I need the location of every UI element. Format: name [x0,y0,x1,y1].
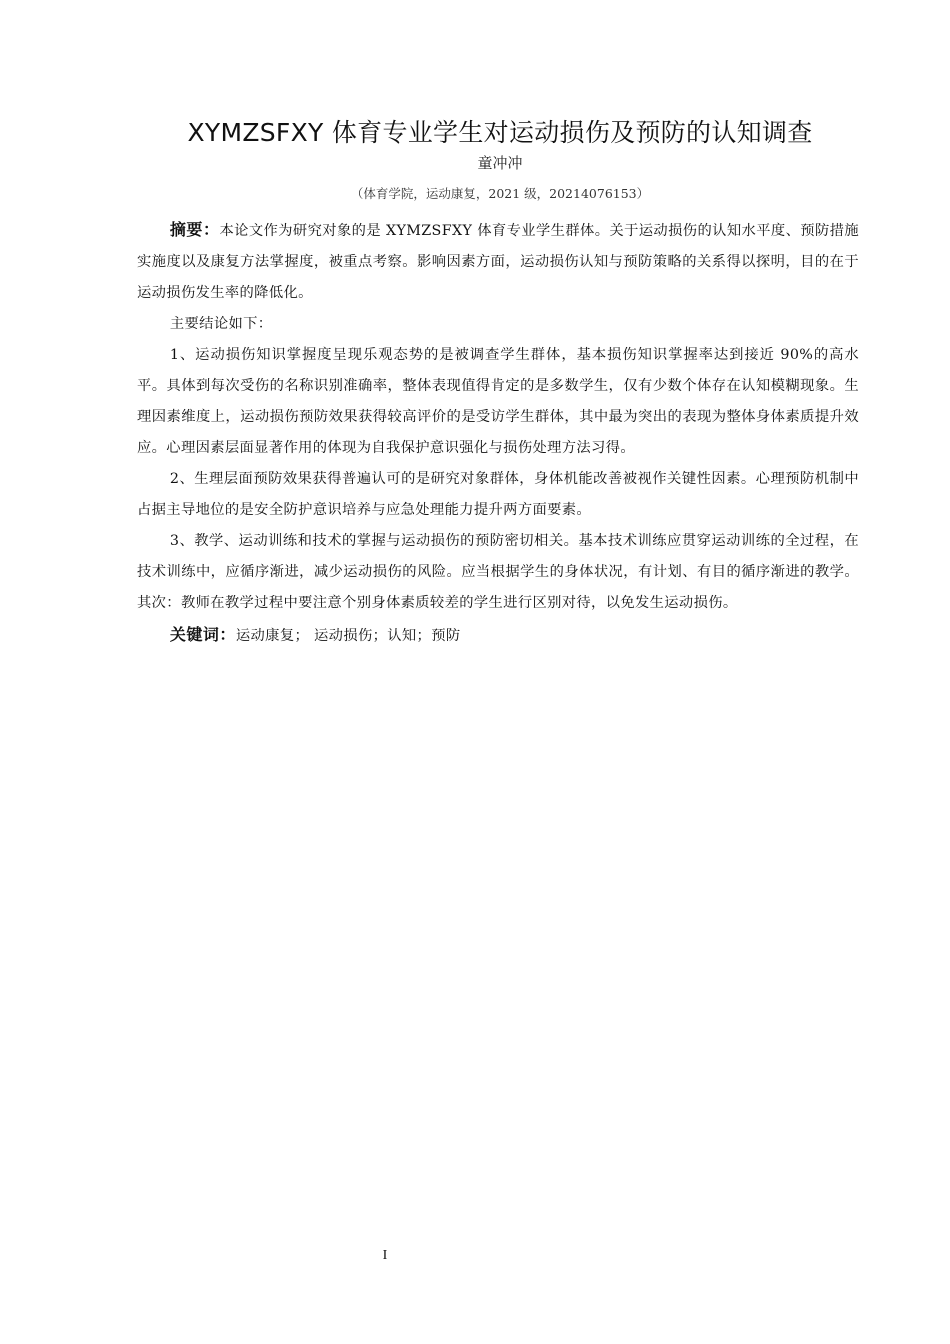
keywords-text: 运动康复； 运动损伤；认知；预防 [235,628,461,644]
abstract-label: 摘要： [169,220,220,239]
conclusion-item-3: 3、教学、运动训练和技术的掌握与运动损伤的预防密切相关。基本技术训练应贯穿运动训练的全过程，在技术训练中，应循序渐进，减少运动损伤的风险。应当根据学生的身体状况，有计划、有目的循序渐进的教学。其次：教师在教学过程中要注意个别身体素质较差的学生进行区别对待，以免发生运动损伤。 [137,533,859,611]
conclusion-item-1: 1、运动损伤知识掌握度呈现乐观态势的是被调查学生群体，基本损伤知识掌握率达到接近 90%的高水平。具体到每次受伤的名称识别准确率，整体表现值得肯定的是多数学生，仅有少数个体存在认知模糊现象。生理因素维度上，运动损伤预防效果获得较高评价的是受访学生群体，其中最为突出的表现为整体身体素质提升效应。心理因素层面显著作用的体现为自我保护意识强化与损伤处理方法习得。 [137,347,859,456]
author-name: 童冲冲 [477,154,523,172]
conclusion-item-2: 2、生理层面预防效果获得普遍认可的是研究对象群体，身体机能改善被视作关键性因素。心理预防机制中占据主导地位的是安全防护意识培养与应急处理能力提升两方面要素。 [137,471,859,518]
abstract-text: 本论文作为研究对象的是 XYMZSFXY 体育专业学生群体。关于运动损伤的认知水平度、预防措施实施度以及康复方法掌握度，被重点考察。影响因素方面，运动损伤认知与预防策略的关系得以探明，目的在于运动损伤发生率的降低化。 [137,223,859,301]
document-title: XYMZSFXY 体育专业学生对运动损伤及预防的认知调查 [187,118,813,147]
conclusions-intro: 主要结论如下： [169,316,273,332]
abstract-paragraph [137,214,859,309]
keywords-label: 关键词： [169,625,236,644]
abstract-body [137,214,859,652]
page-number: I [382,1248,388,1263]
author-affiliation: （体育学院，运动康复，2021 级，20214076153） [350,186,650,201]
keywords-paragraph [137,619,859,652]
